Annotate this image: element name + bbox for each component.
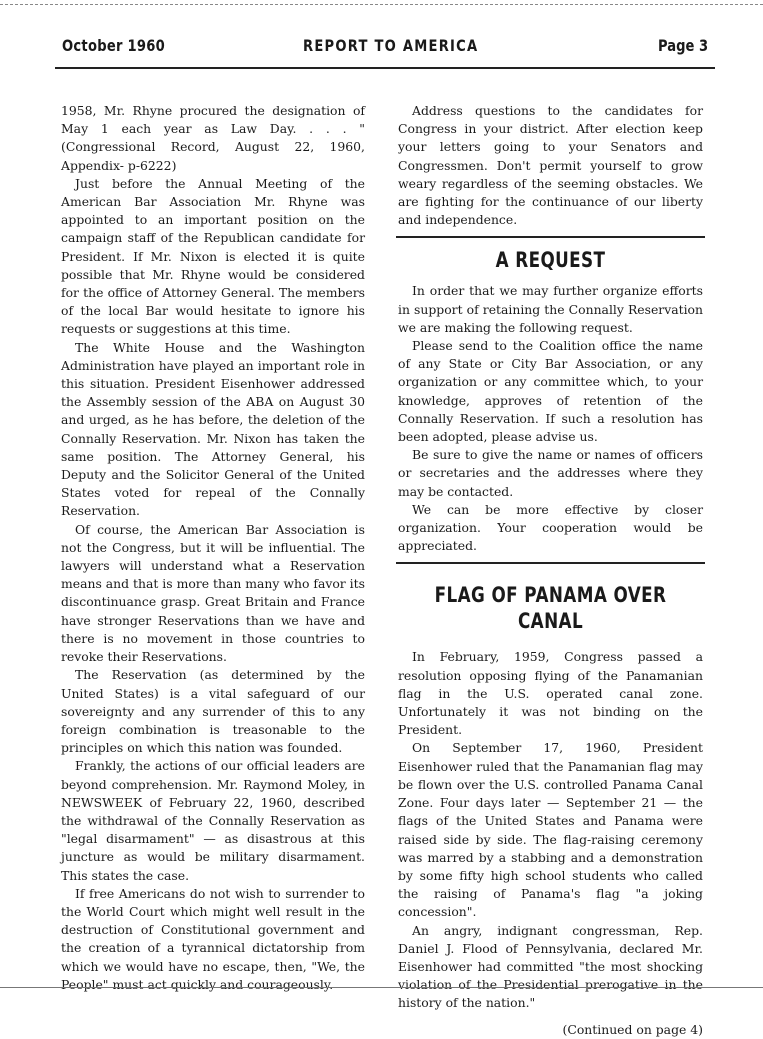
paragraph: We can be more effective by closer organization. Your cooperation would be appreciated. [398,501,703,554]
paragraph: Be sure to give the name or names of officers or secretaries and the addresses where they may be contacted. [398,447,703,499]
top-edge-rule [0,4,763,5]
publication-title: REPORT TO AMERICA [303,36,479,55]
issue-date: October 1960 [62,36,166,55]
section-heading-panama: FLAG OF PANAMA OVER CANAL [434,583,667,634]
paragraph: The White House and the Washington Administration have played an important role in this situation. President Eisenhower addressed the Assembly session of the ABA on August 30 and urged, as he has before, the deletion of the Connally Reservation. Mr. Nixon has taken the same position. The Attorney General, his Deputy and the Solicitor General of the United States voted for repeal of the Connally Reservation. [61,339,365,519]
section-divider [396,562,705,564]
continued-note: (Continued on page 4) [562,1021,703,1037]
paragraph: 1958, Mr. Rhyne procured the designation of May 1 each year as Law Day. . . . " (Congressional Record, August 22, 1960, Appendix- p-6222) [61,103,365,173]
bottom-edge-rule [0,987,763,988]
paragraph: Just before the Annual Meeting of the American Bar Association Mr. Rhyne was appointed to an important position on the campaign staff of the Republican candidate for President. If Mr. Nixon is elected it is quite possible that Mr. Rhyne would be considered for the office of Attorney General. The members of the local Bar would hesitate to ignore his requests or suggestions at this time. [61,175,365,337]
header-rule [55,67,715,69]
paragraph: Address questions to the candidates for Congress in your district. After election keep your letters going to your Senators and Congressmen. Don't permit yourself to grow weary regardless of the seeming obstacles. We are fighting for the continuance of our liberty and independence. [398,103,703,228]
paragraph: Of course, the American Bar Association is not the Congress, but it will be influential. The lawyers will understand what a Reservation means and that is more than many who favor its discontinuance grasp. Great Britain and France have stronger Reservations than we have and there is no movement in those countries to revoke their Reservations. [61,521,365,665]
section-divider [396,236,705,238]
paragraph: In order that we may further organize efforts in support of retaining the Connally Reservation we are making the following request. [398,283,703,335]
paragraph: Frankly, the actions of our official leaders are beyond comprehension. Mr. Raymond Moley, in NEWSWEEK of February 22, 1960, described the withdrawal of the Connally Reservation as "legal disarmament" — as disastrous at this juncture as would be military disarmament. This states the case. [61,758,365,883]
page-number: Page 3 [658,36,709,55]
paragraph: In February, 1959, Congress passed a resolution opposing flying of the Panamanian flag in the U.S. operated canal zone. Unfortunately it was not binding on the President. [398,649,703,738]
page-header [0,36,763,66]
paragraph: An angry, indignant congressman, Rep. Daniel J. Flood of Pennsylvania, declared Mr. Eisenhower had committed "the most shocking violation of the Presidential prerogative in the history of the nation." [398,922,703,1011]
paragraph: Please send to the Coalition office the name of any State or City Bar Association, or any organization or any committee which, to your knowledge, approves of retention of the Connally Reservation. If such a resolution has been adopted, please advise us. [398,338,703,445]
left-column [61,102,365,994]
paragraph: If free Americans do not wish to surrender to the World Court which might well result in the destruction of Constitutional government and the creation of a tyrannical dictatorship from which we would have no escape, then, "We, the People" must act quickly and courageously. [61,885,365,992]
paragraph: On September 17, 1960, President Eisenhower ruled that the Panamanian flag may be flown over the U.S. controlled Panama Canal Zone. Four days later — September 21 — the flags of the United States and Panama were raised side by side. The flag-raising ceremony was marred by a stabbing and a demonstration by some fifty high school students who called the raising of Panama's flag "a joking concession". [398,740,703,920]
section-heading-request: A REQUEST [495,248,606,273]
paragraph: The Reservation (as determined by the United States) is a vital safeguard of our sovereignty and any surrender of this to any foreign combination is treasonable to the principles on which this nation was founded. [61,667,365,756]
right-column [398,102,703,1039]
